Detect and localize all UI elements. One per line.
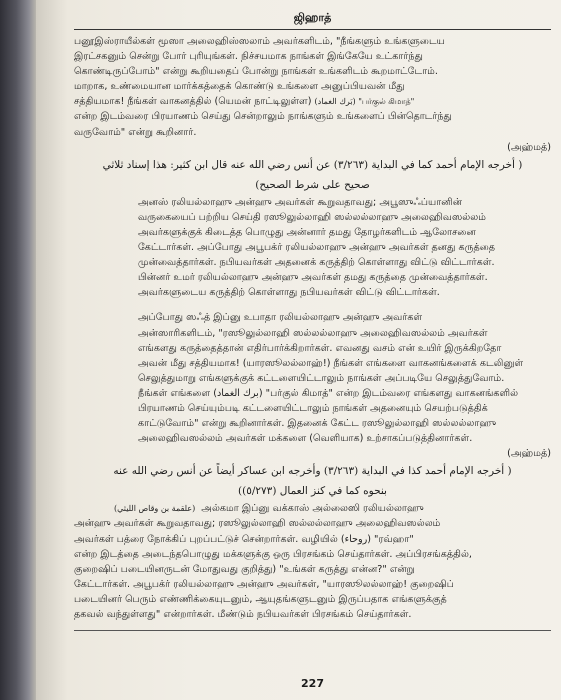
page-number: 227 [301, 677, 324, 690]
source-citation: (அஹ்மத்) [507, 141, 551, 153]
text-line: படையினர் பெரும் எண்ணிக்கையுடனும், ஆயுதங்களுடனும் இருப்பதாக எங்களுக்குத் [74, 593, 447, 605]
text-line: சத்தியமாக! நீங்கள் வாகனத்தில் (யெமன் நாட்டிலுள்ள) (بَرك الغماد) "பர்குல் கிமாத்" [74, 96, 415, 108]
text-line: நீங்கள் எங்களை (برك الغماد) "பர்குல் கிமாத்" என்ற இடம்வரை எங்களது வாகனங்களில் [138, 387, 519, 399]
text-line: அவர்களுக்குக் கிடைத்த பொழுது அன்னார் தமது தோழர்களிடம் ஆலோசனை [138, 226, 476, 238]
text-line: கொண்டிருப்போம்" என்று கூறியதைப் போன்று நாங்கள் உங்களிடம் கூறமாட்டோம். [74, 66, 438, 78]
running-head: ஜிஹாத் [293, 11, 332, 24]
text-line: காட்டுவோம்" என்று கூறினார்கள். இதனைக் கேட்ட ரஸூலுல்லாஹி ஸல்லல்லாஹு [138, 418, 497, 430]
paragraph-2 [74, 195, 551, 301]
arabic-reference-2: ( أخرجه الإمام أحمد كذا في البداية (٣/٢٦٣) وأخرجه ابن عساكر أيضاً عن أنس رضي الله عنه [113, 465, 512, 478]
text-line: பிரயாணம் செய்யும்படி கட்டளையிட்டாலும் நாங்கள் அதனையும் செயற்படுத்திக் [138, 402, 488, 414]
text-line: அவர்களுடைய கருத்திற் கொள்ளாது நபியவர்கள் விட்டு விட்டார்கள். [138, 287, 440, 299]
arabic-reference-1b: صحيح على شرط الصحيح) [255, 178, 370, 191]
text-line: அப்போது ஸஃத் இப்னு உபாதா ரலியல்லாஹு அன்ஹு அவர்கள் [138, 312, 423, 324]
text-line: அவர்கள் பத்ரை நோக்கிப் புறப்பட்டுச் சென்றார்கள். வழியில் (روحاء) "ரவ்ஹா" [74, 533, 414, 545]
source-citation: (அஹ்மத்) [507, 448, 551, 460]
text-line: அலைஹிவஸல்லம் அவர்கள் மக்களை (வெளியாக) உற்சாகப்படுத்தினார்கள். [138, 433, 473, 445]
text-line: செலுத்துமாறு எங்களுக்குக் கட்டளையிட்டாலும் நாங்கள் அப்படியே செலுத்துவோம். [138, 372, 505, 384]
footer-rule [74, 630, 551, 631]
arabic-name: (علقمة بن وقاص الليثي) [114, 504, 196, 514]
paragraph-4 [74, 501, 551, 622]
book-page [36, 0, 561, 700]
text-line: வருவோம்" என்று கூறினார். [74, 126, 197, 138]
text-line: இரட்சகனும் சென்று போர் புரியுங்கள். நிச்சயமாக நாங்கள் இங்கேயே உட்கார்ந்து [74, 51, 423, 63]
text-line: கேட்டார்கள். அப்போது அபூபக்ர் ரலியல்லாஹு அன்ஹு அவர்கள் தனது கருத்தை [138, 242, 496, 254]
text-line: கேட்டார்கள். அபூபக்ர் ரலியல்லாஹு அன்ஹு அவர்கள், "யாரஸூலல்லாஹ்! குறைஷிப் [74, 578, 454, 590]
arabic-place-name: (برك الغماد) "பர்குல் கிமாத்" என்ற இடம்வரை எங்களது வாகனங்களில் [213, 387, 519, 399]
text-line: முன்வைத்தார்கள். நபியவர்கள் அதனைக் கருத்திற் கொள்ளாது விட்டு விட்டார்கள். [138, 257, 495, 269]
text-line: என்ற இடத்தை அடைந்தபொழுது மக்களுக்கு ஒரு பிரசங்கம் செய்தார்கள். அப்பிரசங்கத்தில், [74, 548, 472, 560]
text-line: வருகையைப் பற்றிய செய்தி ரஸூலுல்லாஹி ஸல்லல்லாஹு அலைஹிவஸல்லம் [138, 211, 486, 223]
arabic-reference-2b: بنحوه كما في كنز العمال (٥/٢٧٣)) [238, 485, 387, 498]
header-rule [74, 29, 551, 30]
text-line: எங்களது கருத்தைத்தான் எதிர்பார்க்கிறார்கள். எவனது வசம் என் உயிர் இருக்கிறதோ [138, 342, 502, 354]
text-line: பனூஇஸ்ராயீல்கள் மூஸா அலைஹிஸ்ஸலாம் அவர்களிடம், "நீங்களும் உங்களுடைய [74, 36, 445, 47]
text-line: தகவல் வந்துள்ளது" என்றார்கள். மீண்டும் நபியவர்கள் பிரசங்கம் செய்தார்கள். [74, 609, 412, 620]
text-line: அன்ஸாரிகளிடம், "ரஸூலுல்லாஹி ஸல்லல்லாஹு அலைஹிவஸல்லம் அவர்கள் [138, 327, 488, 339]
text-line: அவன் மீது சத்தியமாக! (யாரஸூலல்லாஹ்!) நீங்கள் எங்களை வாகனங்களைக் கடலினுள் [138, 357, 524, 369]
text-line: அன்ஹு அவர்கள் கூறுவதாவது; ரஸூலுல்லாஹி ஸல்லல்லாஹு அலைஹிவஸல்லம் [74, 518, 441, 530]
arabic-reference-1: ( أخرجه الإمام أحمد كما في البداية (٣/٢٦٣) عن أنس رضي الله عنه قال ابن كثير: هذا إسناد ثلاثي [102, 158, 523, 171]
paragraph-1 [74, 34, 551, 140]
text-line: குறைஷிப் படையினருடன் மோதுவது குறித்து) "உங்கள் கருத்து என்ன?" என்று [74, 563, 415, 575]
text-line: அனஸ் ரலியல்லாஹு அன்ஹு அவர்கள் கூறுவதாவது; அபூஸுஃப்யானின் [138, 196, 463, 208]
text-line: பின்னர் உமர் ரலியல்லாஹு அன்ஹு அவர்கள் தமது கருத்தை முன்வைத்தார்கள். [138, 272, 488, 284]
arabic-place-name: (روحاء) "ரவ்ஹா" [340, 533, 414, 545]
text-line: மாறாக, உண்மையான மார்க்கத்தைக் கொண்டு உங்களை அனுப்பியவன் மீது [74, 81, 405, 93]
book-spine-shadow [0, 0, 36, 700]
text-line: (علقمة بن وقاص الليثي) அல்கமா இப்னு வக்காஸ் அல்லைஸி ரலியல்லாஹு [114, 503, 424, 515]
text-line: என்ற இடம்வரை பிரயாணம் செய்து சென்றாலும் நாங்களும் உங்களைப் பின்தொடர்ந்து [74, 111, 452, 123]
paragraph-3 [74, 310, 551, 446]
arabic-place-name: (بَرك الغماد) "பர்குல் கிமாத்" [314, 97, 415, 107]
